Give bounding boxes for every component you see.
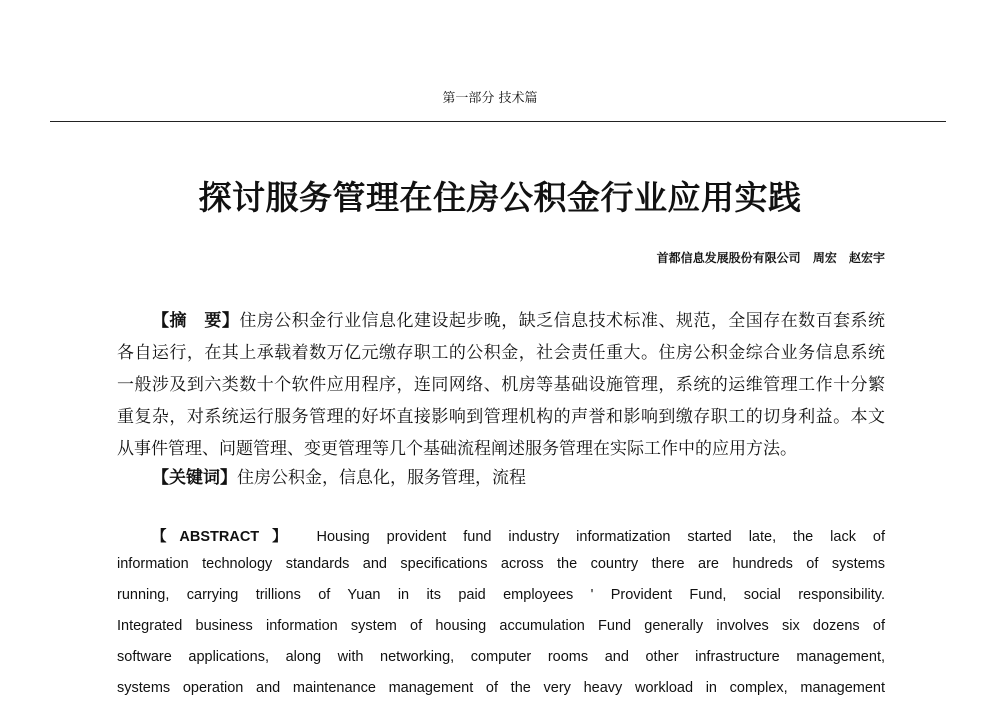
abstract-en-line: information technology standards and specifications across the country there are hundreds of systems: [117, 556, 885, 572]
abstract-en-line: Integrated business information system of housing accumulation Fund generally involves six dozens of: [117, 618, 885, 634]
running-header: 第一部分 技术篇: [442, 91, 538, 106]
abstract-cn-line: 一般涉及到六类数十个软件应用程序，连同网络、机房等基础设施管理，系统的运维管理工作十分繁: [117, 375, 885, 395]
keywords-text: 住房公积金，信息化，服务管理，流程: [237, 468, 526, 488]
header-rule: [50, 121, 946, 122]
keywords-line: [152, 463, 885, 488]
abstract-en-label: 【ABSTRACT】: [152, 529, 300, 545]
abstract-cn-line: 各自运行，在其上承载着数万亿元缴存职工的公积金，社会责任重大。住房公积金综合业务信息系统: [117, 343, 885, 363]
abstract-en-line: running, carrying trillions of Yuan in its paid employees ' Provident Fund, social responsibility.: [117, 587, 885, 603]
keywords-label: 【关键词】: [152, 468, 237, 488]
abstract-en-line: software applications, along with networking, computer rooms and other infrastructure management,: [117, 649, 885, 665]
abstract-en-line: 【ABSTRACT】 Housing provident fund industry informatization started late, the lack of: [152, 529, 886, 545]
page-title: 探讨服务管理在住房公积金行业应用实践: [198, 178, 802, 217]
abstract-cn-line: 从事件管理、问题管理、变更管理等几个基础流程阐述服务管理在实际工作中的应用方法。: [117, 439, 797, 459]
abstract-cn-line: 重复杂，对系统运行服务管理的好坏直接影响到管理机构的声誉和影响到缴存职工的切身利益。本文: [117, 407, 885, 427]
abstract-en-line: systems operation and maintenance management of the very heavy workload in complex, management: [117, 680, 885, 696]
abstract-cn-line: 【摘 要】住房公积金行业信息化建设起步晚，缺乏信息技术标准、规范，全国存在数百套系统: [152, 311, 886, 331]
author-line: 首都信息发展股份有限公司 周宏 赵宏宇: [656, 251, 885, 265]
abstract-cn-label: 【摘 要】: [152, 311, 240, 331]
